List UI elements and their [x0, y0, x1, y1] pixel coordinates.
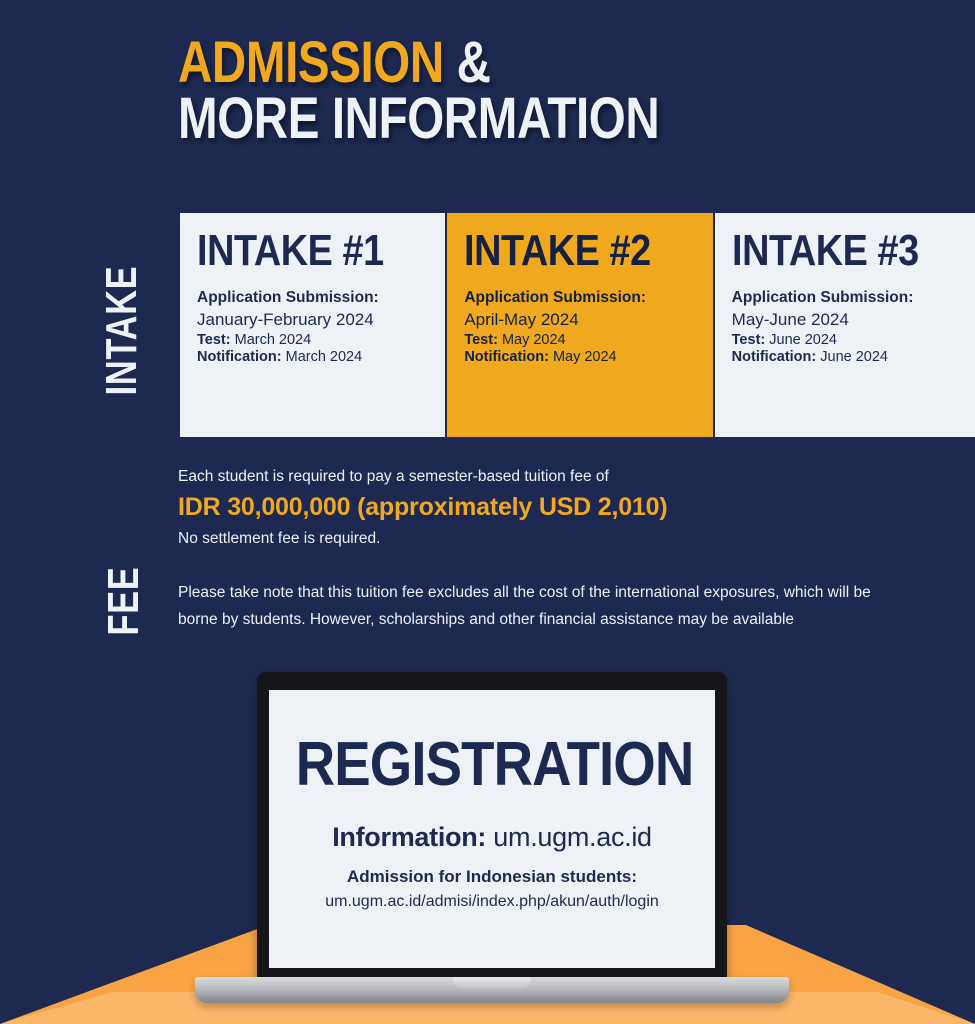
intake-table [180, 213, 975, 437]
intake-column-1-test-row [197, 332, 428, 348]
intake-column-3-test-row [732, 332, 963, 348]
title-highlight-word: ADMISSION [178, 30, 444, 95]
fee-amount-text: IDR 30,000,000 (approximately USD 2,010) [178, 492, 668, 521]
laptop-base-notch [453, 977, 531, 988]
information-url[interactable]: um.ugm.ac.id [486, 822, 652, 852]
intake-column-3-title: INTAKE #3 [731, 226, 919, 275]
admission-heading: Admission for Indonesian students: [347, 867, 637, 886]
fee-intro-text: Each student is required to pay a semester-based tuition fee of [178, 468, 609, 485]
information-line [269, 822, 715, 853]
intake-column-2-submission-label: Application Submission: [464, 289, 647, 306]
fee-block [178, 466, 898, 549]
laptop-screen [269, 690, 715, 968]
intake-column-1 [180, 213, 445, 437]
intake-column-2-test-label: Test: [464, 332, 498, 348]
title-line-two: MORE INFORMATION [178, 85, 660, 151]
registration-screen-content [269, 690, 715, 911]
intake-column-2-notification-label: Notification: [464, 349, 549, 365]
intake-column-2-notification-value: May 2024 [552, 349, 617, 365]
intake-column-2-submission-period: April-May 2024 [464, 310, 579, 329]
laptop-illustration [257, 672, 727, 1024]
intake-column-1-notification-row [197, 349, 428, 365]
intake-column-2 [447, 213, 712, 437]
fee-section-label: FEE [99, 566, 148, 636]
intake-column-3-submission-period: May-June 2024 [731, 310, 849, 329]
intake-column-3-submission-label: Application Submission: [731, 289, 914, 306]
intake-column-3-test-label: Test: [731, 332, 766, 348]
intake-column-1-test-label: Test: [197, 332, 231, 348]
admission-url-link[interactable]: um.ugm.ac.id/admisi/index.php/akun/auth/login [325, 893, 659, 910]
title-line-one [178, 30, 659, 95]
intake-section-label: INTAKE [97, 265, 146, 396]
intake-column-3-notification-label: Notification: [731, 349, 817, 365]
fee-disclaimer-text: Please take note that this tuition fee excludes all the cost of the international exposures, which will be borne by students. However, scholarships and other financial assistance may be available [178, 584, 871, 628]
laptop-lid [257, 672, 727, 980]
intake-column-1-notification-value: March 2024 [285, 349, 363, 365]
registration-heading: REGISTRATION [295, 730, 694, 799]
title-ampersand: & [443, 30, 491, 95]
intake-column-2-test-value: May 2024 [501, 332, 566, 348]
intake-column-3-test-value: June 2024 [769, 332, 837, 348]
page-title [178, 30, 765, 151]
intake-column-3-notification-value: June 2024 [820, 349, 888, 365]
intake-column-3-notification-row [732, 349, 963, 365]
intake-column-1-submission-period: January-February 2024 [197, 310, 374, 329]
intake-column-1-test-value: March 2024 [234, 332, 312, 348]
intake-column-1-title: INTAKE #1 [197, 226, 384, 275]
intake-column-1-notification-label: Notification: [197, 349, 282, 365]
intake-column-2-title: INTAKE #2 [464, 226, 652, 275]
intake-column-2-test-row [464, 332, 695, 348]
intake-column-3 [715, 213, 975, 437]
intake-column-1-submission-label: Application Submission: [197, 289, 379, 306]
intake-column-2-notification-row [464, 349, 695, 365]
fee-note-text: No settlement fee is required. [178, 529, 381, 547]
information-label: Information: [332, 822, 487, 852]
